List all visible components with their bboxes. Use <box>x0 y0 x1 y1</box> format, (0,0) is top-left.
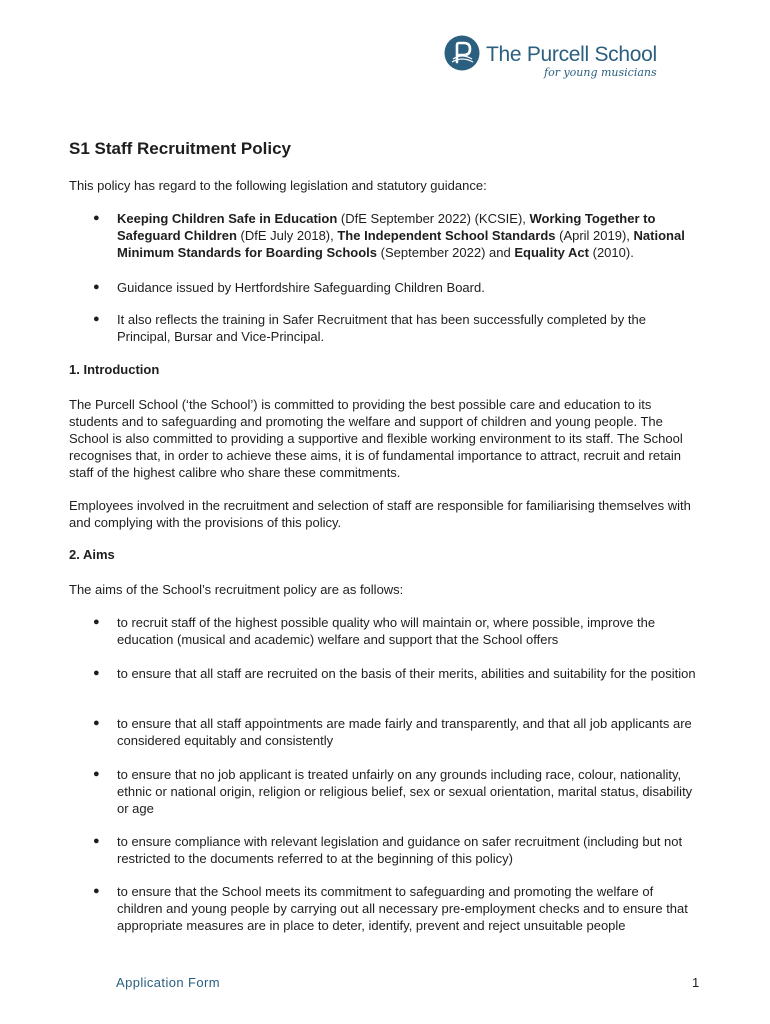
aim-list-item: to ensure compliance with relevant legislation and guidance on safer recruitment (including but not restricted to the documents referred to at the beginning of this policy) <box>117 834 683 866</box>
school-logo <box>444 35 659 85</box>
introduction-paragraph: The Purcell School (‘the School’) is committed to providing the best possible care and education to its students and to safeguarding and promoting the welfare and support of children and young people. The School is also committed to providing a supportive and flexible working environment to its staff. The School recognises that, in order to achieve these aims, it is of fundamental importance to attract, recruit and retain staff of the highest calibre who share these commitments. <box>69 397 683 480</box>
page-title: S1 Staff Recruitment Policy <box>69 139 292 158</box>
nms-details: (September 2022) and <box>377 245 515 260</box>
section-heading-introduction: 1. Introduction <box>69 362 160 377</box>
bullet-icon: ● <box>93 281 100 293</box>
responsibility-paragraph: Employees involved in the recruitment and selection of staff are responsible for familiarising themselves with and complying with the provisions of this policy. <box>69 498 691 530</box>
page-number: 1 <box>692 975 700 990</box>
kcsie-title: Keeping Children Safe in Education <box>117 211 338 226</box>
working-together-details: (DfE July 2018), <box>236 228 338 243</box>
aim-list-item: to recruit staff of the highest possible quality who will maintain or, where possible, improve the education (musical and academic) welfare and support that the School offers <box>117 615 656 647</box>
guidance-list-item: Guidance issued by Hertfordshire Safeguarding Children Board. <box>117 280 485 295</box>
bullet-icon: ● <box>93 313 100 325</box>
intro-text: This policy has regard to the following legislation and statutory guidance: <box>69 178 487 193</box>
equality-act-details: (2010). <box>589 245 634 260</box>
nms-title: National Minimum Standards for Boarding Schools <box>117 228 685 260</box>
bullet-icon: ● <box>93 768 100 780</box>
equality-act-title: Equality Act <box>514 245 589 260</box>
aim-list-item: to ensure that no job applicant is treated unfairly on any grounds including race, colour, nationality, ethnic or national origin, religion or religious belief, sex or sexual orientation, marital status, disability or age <box>117 767 693 816</box>
bullet-icon: ● <box>93 717 100 729</box>
school-crest-icon <box>444 35 480 71</box>
bullet-icon: ● <box>93 667 100 679</box>
training-list-item: It also reflects the training in Safer Recruitment that has been successfully completed by the Principal, Bursar and Vice-Principal. <box>117 312 646 344</box>
aim-list-item: to ensure that all staff are recruited on the basis of their merits, abilities and suitability for the position <box>117 666 696 681</box>
bullet-icon: ● <box>93 885 100 897</box>
iss-details: (April 2019), <box>555 228 634 243</box>
section-heading-aims: 2. Aims <box>69 547 115 562</box>
aims-intro-text: The aims of the School’s recruitment policy are as follows: <box>69 582 404 597</box>
iss-title: The Independent School Standards <box>337 228 556 243</box>
logo-tagline: for young musicians <box>544 66 657 79</box>
footer-label: Application Form <box>116 975 220 990</box>
kcsie-details: (DfE September 2022) (KCSIE), <box>337 211 530 226</box>
aim-list-item: to ensure that all staff appointments are made fairly and transparently, and that all job applicants are considered equitably and consistently <box>117 716 692 748</box>
bullet-icon: ● <box>93 212 100 224</box>
aim-list-item: to ensure that the School meets its commitment to safeguarding and promoting the welfare of children and young people by carrying out all necessary pre-employment checks and to ensure that appropriate measures are in place to deter, identify, prevent and reject unsuitable people <box>117 884 688 933</box>
bullet-icon: ● <box>93 835 100 847</box>
bullet-icon: ● <box>93 616 100 628</box>
legislation-list-item <box>117 210 697 261</box>
working-together-title: Working Together to Safeguard Children <box>117 211 656 243</box>
logo-name: The Purcell School <box>486 43 657 66</box>
